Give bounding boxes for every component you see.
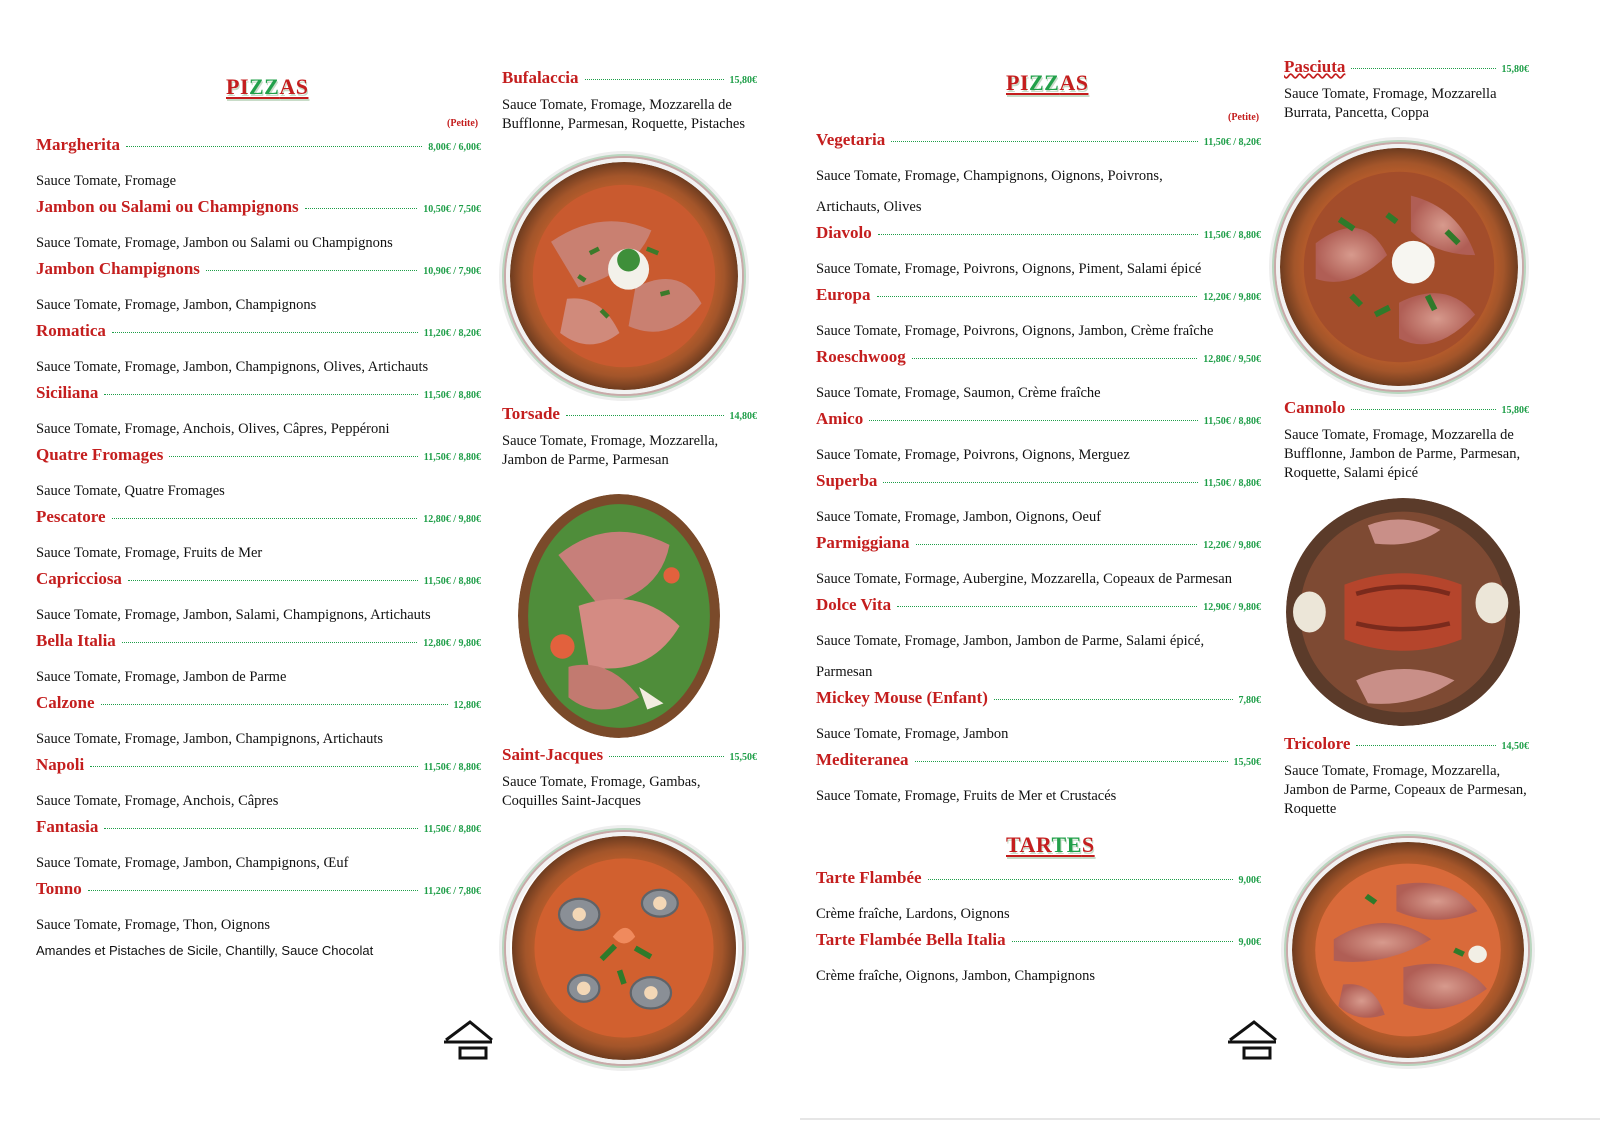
item-name: Torsade bbox=[502, 404, 560, 423]
item-description: Sauce Tomate, Fromage, Mozzarella, Jambon de Parme, Parmesan bbox=[502, 433, 719, 468]
dot-leader bbox=[1351, 409, 1495, 410]
item-price: 11,50€ / 8,80€ bbox=[1203, 230, 1261, 241]
pizza-photo bbox=[1276, 144, 1522, 390]
item-name: Amico bbox=[816, 409, 864, 428]
pizzas-heading: PIZZAS bbox=[1006, 70, 1089, 95]
dot-leader bbox=[1012, 941, 1233, 942]
item-line bbox=[36, 445, 481, 476]
item-price: 15,80€ bbox=[729, 75, 757, 86]
featured-item bbox=[502, 68, 757, 134]
item-description: Sauce Tomate, Fromage, Anchois, Câpres bbox=[36, 793, 279, 809]
pizza-list bbox=[816, 130, 1261, 812]
dot-leader bbox=[88, 890, 418, 891]
item-line bbox=[816, 409, 1261, 440]
dot-leader bbox=[206, 270, 417, 271]
menu-item bbox=[816, 595, 1261, 688]
menu-item bbox=[816, 285, 1261, 347]
tarte-list bbox=[816, 868, 1261, 992]
dot-leader bbox=[104, 394, 417, 395]
menu-item bbox=[36, 693, 481, 755]
item-price: 11,50€ / 8,20€ bbox=[1203, 137, 1261, 148]
item-name: Vegetaria bbox=[816, 130, 886, 149]
item-price: 12,80€ / 9,80€ bbox=[423, 638, 481, 649]
item-name: Bella Italia bbox=[36, 631, 116, 650]
item-price: 12,80€ / 9,50€ bbox=[1203, 354, 1261, 365]
dot-leader bbox=[897, 606, 1197, 607]
item-line bbox=[816, 688, 1261, 719]
dot-leader bbox=[916, 544, 1198, 545]
dessert-note: Amandes et Pistaches de Sicile, Chantilly, Sauce Chocolat bbox=[36, 943, 374, 958]
pizza-photo bbox=[518, 494, 720, 738]
item-description: Sauce Tomate, Fromage, Saumon, Crème fraîche bbox=[816, 385, 1101, 401]
dot-leader bbox=[585, 79, 724, 80]
item-name: Margherita bbox=[36, 135, 121, 154]
pizza-list bbox=[36, 135, 481, 961]
item-price: 9,00€ bbox=[1238, 937, 1261, 948]
item-description: Sauce Tomate, Fromage, Poivrons, Oignons, Piment, Salami épicé bbox=[816, 261, 1202, 277]
saint-jacques-image bbox=[510, 836, 738, 1060]
item-description: Sauce Tomate, Fromage, Jambon bbox=[816, 726, 1009, 742]
menu-item bbox=[36, 817, 481, 879]
item-name: Cannolo bbox=[1284, 398, 1346, 417]
item-description: Sauce Tomate, Fromage, Jambon, Jambon de Parme, Salami épicé, bbox=[816, 633, 1205, 649]
item-price: 15,80€ bbox=[1501, 405, 1529, 416]
item-name: Tricolore bbox=[1284, 734, 1351, 753]
dot-leader bbox=[1351, 68, 1495, 69]
item-price: 11,50€ / 8,80€ bbox=[423, 576, 481, 587]
dot-leader bbox=[869, 420, 1198, 421]
item-name: Napoli bbox=[36, 755, 85, 774]
cannolo-image bbox=[1286, 498, 1520, 726]
item-description: Sauce Tomate, Quatre Fromages bbox=[36, 483, 225, 499]
item-price: 11,50€ / 8,80€ bbox=[423, 390, 481, 401]
item-price: 14,50€ bbox=[1501, 741, 1529, 752]
item-line bbox=[36, 693, 481, 724]
item-description: Crème fraîche, Lardons, Oignons bbox=[816, 906, 1010, 922]
item-line bbox=[36, 569, 481, 600]
item-line bbox=[816, 868, 1261, 899]
dot-leader bbox=[169, 456, 417, 457]
item-description: Sauce Tomate, Fromage, Anchois, Olives, Câpres, Peppéroni bbox=[36, 421, 390, 437]
item-name: Tarte Flambée bbox=[816, 868, 922, 887]
pizza-photo bbox=[1288, 838, 1528, 1062]
item-line bbox=[36, 507, 481, 538]
item-name: Saint-Jacques bbox=[502, 745, 604, 764]
dot-leader bbox=[122, 642, 417, 643]
menu-item bbox=[816, 930, 1261, 992]
item-description-continued: Artichauts, Olives bbox=[816, 199, 922, 215]
tartes-heading: TARTES bbox=[1006, 832, 1095, 857]
menu-item bbox=[36, 135, 481, 197]
item-description: Sauce Tomate, Fromage, Jambon, Oignons, Oeuf bbox=[816, 509, 1102, 525]
item-line bbox=[816, 595, 1261, 626]
menu-item bbox=[816, 347, 1261, 409]
item-description: Sauce Tomate, Fromage, Poivrons, Oignons, Jambon, Crème fraîche bbox=[816, 323, 1214, 339]
item-description: Sauce Tomate, Fromage, Thon, Oignons bbox=[36, 917, 271, 933]
dot-leader bbox=[305, 208, 418, 209]
size-note: (Petite) bbox=[447, 118, 479, 129]
item-name: Tarte Flambée Bella Italia bbox=[816, 930, 1006, 949]
item-price: 11,50€ / 8,80€ bbox=[1203, 478, 1261, 489]
featured-item bbox=[1284, 57, 1529, 123]
item-description: Sauce Tomate, Fromage, Jambon ou Salami ou Champignons bbox=[36, 235, 393, 251]
dot-leader bbox=[104, 828, 417, 829]
menu-item bbox=[36, 879, 481, 941]
item-name: Jambon Champignons bbox=[36, 259, 200, 278]
page-divider bbox=[800, 1118, 1600, 1120]
dot-leader bbox=[112, 332, 418, 333]
item-price: 10,90€ / 7,90€ bbox=[423, 266, 481, 277]
item-price: 11,50€ / 8,80€ bbox=[423, 452, 481, 463]
item-name: Pasciuta bbox=[1284, 57, 1346, 76]
item-description: Sauce Tomate, Fromage, Fruits de Mer et Crustacés bbox=[816, 788, 1117, 804]
item-line bbox=[816, 533, 1261, 564]
item-name: Siciliana bbox=[36, 383, 99, 402]
item-description: Sauce Tomate, Fromage, Mozzarella de Bufflonne, Parmesan, Roquette, Pistaches bbox=[502, 97, 745, 132]
pizzas-heading: PIZZAS bbox=[226, 74, 309, 99]
home-icon[interactable] bbox=[1226, 1018, 1278, 1060]
item-price: 10,50€ / 7,50€ bbox=[423, 204, 481, 215]
item-line bbox=[36, 321, 481, 352]
item-line bbox=[36, 197, 481, 228]
item-price: 11,50€ / 8,80€ bbox=[1203, 416, 1261, 427]
home-icon[interactable] bbox=[442, 1018, 494, 1060]
item-line bbox=[816, 223, 1261, 254]
size-note: (Petite) bbox=[1228, 112, 1260, 123]
menu-item bbox=[816, 471, 1261, 533]
menu-item bbox=[36, 755, 481, 817]
item-description: Sauce Tomate, Fromage, Gambas, Coquilles Saint-Jacques bbox=[502, 774, 701, 809]
item-description: Sauce Tomate, Fromage bbox=[36, 173, 177, 189]
item-description: Sauce Tomate, Fromage, Jambon, Champignons, Œuf bbox=[36, 855, 349, 871]
dot-leader bbox=[877, 296, 1198, 297]
item-name: Mickey Mouse (Enfant) bbox=[816, 688, 988, 707]
dot-leader bbox=[90, 766, 418, 767]
item-name: Mediteranea bbox=[816, 750, 909, 769]
item-name: Calzone bbox=[36, 693, 95, 712]
item-name: Dolce Vita bbox=[816, 595, 892, 614]
item-name: Parmiggiana bbox=[816, 533, 910, 552]
item-price: 11,50€ / 8,80€ bbox=[423, 824, 481, 835]
item-name: Romatica bbox=[36, 321, 106, 340]
item-price: 12,80€ bbox=[453, 700, 481, 711]
pizza-photo bbox=[1286, 498, 1520, 726]
item-price: 11,20€ / 8,20€ bbox=[423, 328, 481, 339]
item-name: Europa bbox=[816, 285, 871, 304]
item-description: Sauce Tomate, Fromage, Mozzarella Burrata, Pancetta, Coppa bbox=[1284, 86, 1497, 121]
pizza-photo bbox=[506, 832, 742, 1064]
item-description: Sauce Tomate, Fromage, Jambon, Champignons, Artichauts bbox=[36, 731, 384, 747]
dot-leader bbox=[112, 518, 418, 519]
item-line bbox=[36, 383, 481, 414]
item-price: 11,20€ / 7,80€ bbox=[423, 886, 481, 897]
item-price: 11,50€ / 8,80€ bbox=[423, 762, 481, 773]
item-description: Sauce Tomate, Fromage, Jambon, Salami, Champignons, Artichauts bbox=[36, 607, 431, 623]
item-description: Sauce Tomate, Fromage, Jambon, Champignons bbox=[36, 297, 317, 313]
dot-leader bbox=[912, 358, 1198, 359]
item-line bbox=[36, 631, 481, 662]
item-line bbox=[816, 471, 1261, 502]
item-price: 12,20€ / 9,80€ bbox=[1203, 292, 1261, 303]
menu-item bbox=[36, 259, 481, 321]
menu-item bbox=[36, 445, 481, 507]
menu-item bbox=[36, 569, 481, 631]
item-name: Pescatore bbox=[36, 507, 106, 526]
item-line bbox=[36, 879, 481, 910]
tricolore-image bbox=[1292, 842, 1524, 1058]
dot-leader bbox=[891, 141, 1198, 142]
menu-item bbox=[36, 631, 481, 693]
item-price: 12,20€ / 9,80€ bbox=[1203, 540, 1261, 551]
dot-leader bbox=[566, 415, 724, 416]
item-description: Sauce Tomate, Fromage, Fruits de Mer bbox=[36, 545, 263, 561]
item-description: Sauce Tomate, Fromage, Poivrons, Oignons, Merguez bbox=[816, 447, 1130, 463]
item-price: 14,80€ bbox=[729, 411, 757, 422]
dot-leader bbox=[883, 482, 1197, 483]
item-line bbox=[816, 285, 1261, 316]
item-description: Sauce Tomate, Fromage, Champignons, Oignons, Poivrons, bbox=[816, 168, 1163, 184]
item-line bbox=[816, 130, 1261, 161]
menu-item bbox=[36, 321, 481, 383]
item-name: Tonno bbox=[36, 879, 82, 898]
menu-item bbox=[36, 383, 481, 445]
featured-item bbox=[1284, 734, 1529, 819]
menu-item bbox=[36, 507, 481, 569]
menu-item bbox=[816, 868, 1261, 930]
item-description: Sauce Tomate, Fromage, Mozzarella, Jambon de Parme, Copeaux de Parmesan, Roquette bbox=[1284, 763, 1527, 817]
item-price: 8,00€ / 6,00€ bbox=[428, 142, 481, 153]
dot-leader bbox=[994, 699, 1233, 700]
item-description: Sauce Tomate, Fromage, Jambon de Parme bbox=[36, 669, 287, 685]
menu-page-right bbox=[800, 0, 1600, 1134]
item-price: 7,80€ bbox=[1238, 695, 1261, 706]
pizza-photo bbox=[506, 158, 742, 394]
item-line bbox=[36, 817, 481, 848]
item-name: Roeschwoog bbox=[816, 347, 906, 366]
item-name: Quatre Fromages bbox=[36, 445, 164, 464]
item-name: Jambon ou Salami ou Champignons bbox=[36, 197, 299, 216]
item-line bbox=[816, 930, 1261, 961]
item-name: Diavolo bbox=[816, 223, 872, 242]
item-description-continued: Parmesan bbox=[816, 664, 873, 680]
item-line bbox=[36, 135, 481, 166]
dot-leader bbox=[928, 879, 1233, 880]
item-name: Capricciosa bbox=[36, 569, 122, 588]
torsade-image bbox=[518, 494, 720, 738]
dot-leader bbox=[609, 756, 723, 757]
dot-leader bbox=[878, 234, 1198, 235]
item-price: 15,50€ bbox=[729, 752, 757, 763]
item-line bbox=[36, 259, 481, 290]
menu-item bbox=[816, 223, 1261, 285]
featured-item bbox=[502, 745, 757, 811]
menu-item bbox=[816, 750, 1261, 812]
item-line bbox=[816, 750, 1261, 781]
item-name: Bufalaccia bbox=[502, 68, 579, 87]
item-description: Sauce Tomate, Formage, Aubergine, Mozzarella, Copeaux de Parmesan bbox=[816, 571, 1232, 587]
item-description: Sauce Tomate, Fromage, Jambon, Champignons, Olives, Artichauts bbox=[36, 359, 429, 375]
item-price: 9,00€ bbox=[1238, 875, 1261, 886]
item-description: Crème fraîche, Oignons, Jambon, Champignons bbox=[816, 968, 1096, 984]
featured-item bbox=[1284, 398, 1529, 483]
item-price: 12,80€ / 9,80€ bbox=[423, 514, 481, 525]
dot-leader bbox=[1356, 745, 1495, 746]
item-line bbox=[816, 347, 1261, 378]
menu-item bbox=[36, 197, 481, 259]
item-price: 15,50€ bbox=[1233, 757, 1261, 768]
item-name: Superba bbox=[816, 471, 878, 490]
featured-item bbox=[502, 404, 757, 470]
item-description: Sauce Tomate, Fromage, Mozzarella de Bufflonne, Jambon de Parme, Parmesan, Roquette, Salami épicé bbox=[1284, 427, 1521, 481]
menu-item bbox=[816, 130, 1261, 223]
menu-item bbox=[816, 409, 1261, 471]
dot-leader bbox=[101, 704, 448, 705]
item-price: 15,80€ bbox=[1501, 64, 1529, 75]
item-price: 12,90€ / 9,80€ bbox=[1203, 602, 1261, 613]
menu-item bbox=[816, 533, 1261, 595]
dot-leader bbox=[128, 580, 418, 581]
pasciuta-image bbox=[1280, 148, 1518, 386]
dot-leader bbox=[126, 146, 422, 147]
item-line bbox=[36, 755, 481, 786]
bufalaccia-image bbox=[510, 162, 738, 390]
dot-leader bbox=[915, 761, 1228, 762]
menu-item bbox=[816, 688, 1261, 750]
item-name: Fantasia bbox=[36, 817, 99, 836]
